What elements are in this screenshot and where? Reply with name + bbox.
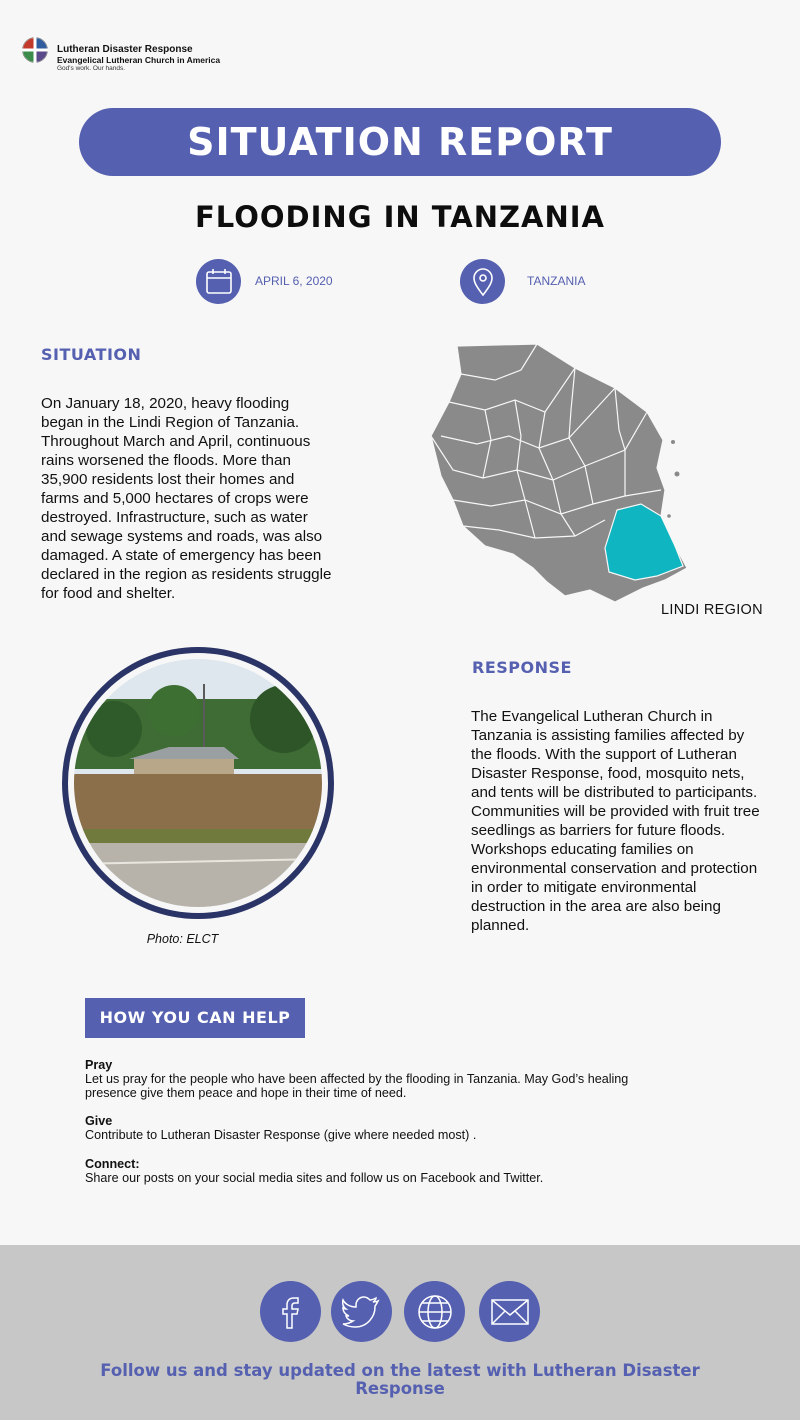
- map-pin-icon: [470, 267, 496, 297]
- help-heading: HOW YOU CAN HELP: [85, 998, 305, 1038]
- help-item-pray: [85, 1058, 645, 1100]
- help-item-text: Contribute to Lutheran Disaster Response (give where needed most) .: [85, 1128, 477, 1142]
- response-body: The Evangelical Lutheran Church in Tanzania is assisting families affected by the floods. With the support of Lutheran Disaster Response, food, mosquito nets, and tents will be distributed to participants. Communities will be provided with fruit tree seedlings as barriers for future floods. Workshops educating families on environmental conservation and protection in order to mitigate environmental destruction in the area are also being planned.: [471, 708, 760, 934]
- location-badge: [460, 259, 505, 304]
- globe-icon: [415, 1292, 455, 1332]
- email-link[interactable]: [479, 1281, 540, 1342]
- help-item-give: [85, 1114, 645, 1142]
- page-title: FLOODING IN TANZANIA: [195, 200, 605, 234]
- help-item-text: Share our posts on your social media sites and follow us on Facebook and Twitter.: [85, 1171, 544, 1185]
- help-item-title: Connect:: [85, 1157, 140, 1171]
- date-badge: [196, 259, 241, 304]
- help-item-title: Give: [85, 1114, 113, 1128]
- situation-heading: SITUATION: [41, 345, 142, 364]
- elca-logo: [22, 37, 48, 63]
- cross-logo-icon: [22, 37, 48, 63]
- tagline: God's work. Our hands.: [57, 65, 126, 73]
- flood-photo: [74, 659, 322, 907]
- help-item-text: Let us pray for the people who have been affected by the flooding in Tanzania. May God’s healing presence give them peace and hope in their time of need.: [85, 1072, 629, 1100]
- help-item-connect: [85, 1157, 645, 1185]
- footer-cta: Follow us and stay updated on the latest with Lutheran Disaster Response: [100, 1361, 700, 1398]
- facebook-icon: [273, 1292, 309, 1332]
- church-name: Evangelical Lutheran Church in America: [57, 54, 221, 65]
- response-heading: RESPONSE: [472, 658, 572, 677]
- twitter-icon: [342, 1294, 382, 1330]
- facebook-link[interactable]: [260, 1281, 321, 1342]
- map-caption: LINDI REGION: [661, 602, 763, 618]
- photo-caption: Photo: ELCT: [146, 932, 219, 946]
- help-item-title: Pray: [85, 1058, 113, 1072]
- tanzania-map: [425, 340, 700, 610]
- lindi-region: [605, 504, 683, 580]
- twitter-link[interactable]: [331, 1281, 392, 1342]
- situation-body: On January 18, 2020, heavy flooding began in the Lindi Region of Tanzania. Throughout March and April, continuous rains worsened the floods. More than 35,900 residents lost their homes and farms and 5,000 hectares of crops were destroyed. Infrastructure, such as water and sewage systems and roads, was also damaged. A state of emergency has been declared in the region as residents struggle for food and shelter.: [41, 395, 332, 602]
- calendar-icon: [204, 267, 234, 297]
- email-icon: [490, 1297, 530, 1327]
- logo-text: [57, 44, 220, 73]
- website-link[interactable]: [404, 1281, 465, 1342]
- org-name: Lutheran Disaster Response: [57, 44, 193, 55]
- report-location: TANZANIA: [527, 274, 586, 288]
- situation-report-banner: SITUATION REPORT: [79, 108, 721, 176]
- report-date: APRIL 6, 2020: [255, 274, 333, 288]
